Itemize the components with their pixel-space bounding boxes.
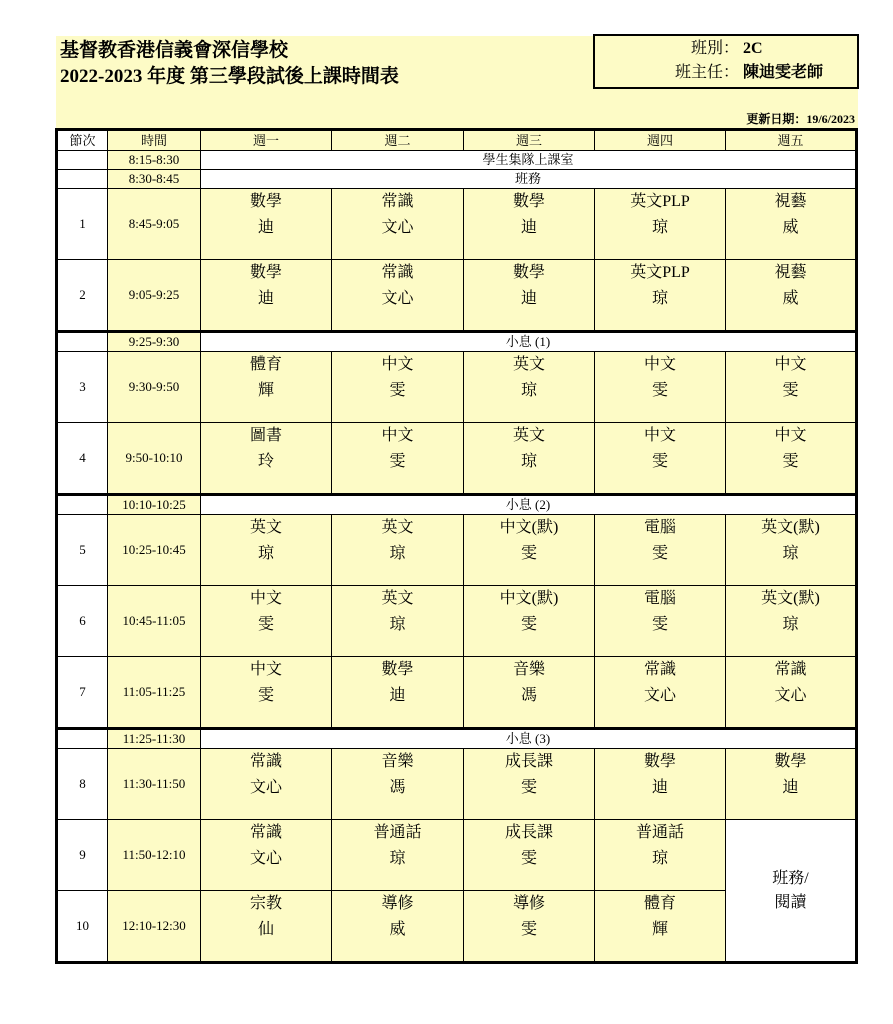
lesson-cell	[464, 423, 595, 495]
subject: 數學	[643, 753, 676, 770]
subject: 普通話	[635, 824, 684, 841]
lesson-row	[57, 515, 857, 586]
lesson-cell	[464, 189, 595, 260]
lesson-cell	[595, 352, 726, 423]
teacher: 雯	[651, 382, 668, 399]
period-number: 5	[57, 515, 108, 586]
lesson-cell	[201, 515, 332, 586]
break-label: 小息 (1)	[201, 332, 857, 352]
header-time: 時間	[108, 130, 201, 151]
teacher: 迪	[651, 779, 668, 796]
lesson-cell	[332, 586, 464, 657]
period-cell	[57, 495, 108, 515]
teacher: 威	[782, 219, 799, 236]
subject: 常識	[381, 193, 414, 210]
lesson-cell	[201, 423, 332, 495]
lesson-cell	[201, 891, 332, 963]
lesson-cell	[201, 352, 332, 423]
period-number: 7	[57, 657, 108, 729]
lesson-row	[57, 260, 857, 332]
teacher-value: 陳迪雯老師	[743, 64, 824, 81]
class-info-box	[593, 34, 859, 89]
teacher: 文心	[249, 850, 282, 867]
class-label: 班別：	[690, 40, 739, 57]
subject: 數學	[381, 661, 414, 678]
friday-class-reading: 班務/ 閱讀	[726, 820, 857, 963]
lesson-cell	[464, 586, 595, 657]
subject: 視藝	[774, 193, 807, 210]
lesson-row	[57, 352, 857, 423]
teacher: 文心	[249, 779, 282, 796]
lesson-cell	[595, 891, 726, 963]
lesson-cell	[726, 423, 857, 495]
teacher: 雯	[520, 616, 537, 633]
header-thu: 週四	[595, 130, 726, 151]
lesson-cell	[726, 352, 857, 423]
teacher: 文心	[774, 687, 807, 704]
header-tue: 週二	[332, 130, 464, 151]
subject: 音樂	[381, 753, 414, 770]
lesson-cell	[595, 820, 726, 891]
subject: 數學	[249, 193, 282, 210]
time-cell: 9:25-9:30	[108, 332, 201, 352]
break-label: 小息 (3)	[201, 729, 857, 749]
lesson-row	[57, 820, 857, 891]
subject: 數學	[774, 753, 807, 770]
teacher: 迪	[782, 779, 799, 796]
header-period: 節次	[57, 130, 108, 151]
time-cell: 8:15-8:30	[108, 151, 201, 170]
period-number: 9	[57, 820, 108, 891]
subject: 數學	[512, 264, 545, 281]
teacher: 玲	[257, 453, 274, 470]
teacher: 輝	[257, 382, 274, 399]
teacher: 迪	[520, 219, 537, 236]
subject: 中文	[381, 356, 414, 373]
lesson-cell	[595, 657, 726, 729]
teacher: 雯	[257, 616, 274, 633]
header-mon: 週一	[201, 130, 332, 151]
time-cell: 11:50-12:10	[108, 820, 201, 891]
break-label: 小息 (2)	[201, 495, 857, 515]
subject: 中文	[249, 661, 282, 678]
subject: 視藝	[774, 264, 807, 281]
teacher: 琼	[520, 453, 537, 470]
break-row	[57, 332, 857, 352]
teacher: 馮	[389, 779, 406, 796]
lesson-cell	[726, 749, 857, 820]
lesson-cell	[201, 189, 332, 260]
subject: 音樂	[512, 661, 545, 678]
time-cell: 9:50-10:10	[108, 423, 201, 495]
lesson-row	[57, 749, 857, 820]
subject: 英文PLP	[630, 193, 690, 210]
period-cell	[57, 151, 108, 170]
lesson-cell	[464, 749, 595, 820]
teacher: 雯	[782, 453, 799, 470]
period-number: 2	[57, 260, 108, 332]
break-row	[57, 151, 857, 170]
subject: 成長課	[504, 824, 553, 841]
teacher: 雯	[520, 850, 537, 867]
teacher: 琼	[782, 545, 799, 562]
subject: 導修	[512, 895, 545, 912]
teacher: 雯	[782, 382, 799, 399]
lesson-cell	[332, 820, 464, 891]
break-label: 學生集隊上課室	[201, 151, 857, 170]
teacher: 文心	[381, 290, 414, 307]
subject: 中文(默)	[499, 590, 559, 607]
time-cell: 10:45-11:05	[108, 586, 201, 657]
timetable	[55, 128, 858, 964]
subject: 中文	[249, 590, 282, 607]
time-cell: 12:10-12:30	[108, 891, 201, 963]
time-cell: 11:25-11:30	[108, 729, 201, 749]
class-row	[595, 38, 857, 60]
teacher: 迪	[520, 290, 537, 307]
teacher: 琼	[782, 616, 799, 633]
lesson-cell	[332, 749, 464, 820]
teacher: 琼	[389, 850, 406, 867]
teacher: 雯	[389, 382, 406, 399]
teacher: 迪	[257, 290, 274, 307]
lesson-row	[57, 189, 857, 260]
time-cell: 9:05-9:25	[108, 260, 201, 332]
subject: 體育	[249, 356, 282, 373]
teacher: 雯	[520, 545, 537, 562]
period-cell	[57, 170, 108, 189]
lesson-cell	[595, 189, 726, 260]
lesson-row	[57, 423, 857, 495]
teacher: 文心	[643, 687, 676, 704]
break-row	[57, 729, 857, 749]
lesson-cell	[201, 820, 332, 891]
teacher: 文心	[381, 219, 414, 236]
subject: 常識	[381, 264, 414, 281]
teacher: 雯	[520, 779, 537, 796]
period-number: 4	[57, 423, 108, 495]
subject: 體育	[643, 895, 676, 912]
lesson-cell	[726, 189, 857, 260]
teacher: 輝	[651, 921, 668, 938]
period-cell	[57, 729, 108, 749]
lesson-cell	[201, 260, 332, 332]
teacher: 迪	[257, 219, 274, 236]
lesson-cell	[464, 657, 595, 729]
subject: 電腦	[643, 519, 676, 536]
subject: 導修	[381, 895, 414, 912]
time-cell: 10:10-10:25	[108, 495, 201, 515]
subject: 成長課	[504, 753, 553, 770]
header-row	[57, 130, 857, 151]
teacher: 雯	[389, 453, 406, 470]
time-cell: 11:05-11:25	[108, 657, 201, 729]
subject: 英文(默)	[761, 590, 820, 607]
lesson-cell	[464, 352, 595, 423]
teacher: 琼	[389, 545, 406, 562]
subject: 宗教	[249, 895, 282, 912]
teacher: 仙	[257, 921, 274, 938]
subject: 中文(默)	[499, 519, 559, 536]
time-cell: 8:30-8:45	[108, 170, 201, 189]
subject: 普通話	[373, 824, 422, 841]
subject: 中文	[774, 356, 807, 373]
subject: 英文	[381, 519, 414, 536]
lesson-cell	[332, 352, 464, 423]
lesson-cell	[464, 820, 595, 891]
teacher: 琼	[651, 290, 668, 307]
teacher: 琼	[651, 219, 668, 236]
timetable-title: 2022-2023 年度 第三學段試後上課時間表	[60, 66, 399, 87]
header-fri: 週五	[726, 130, 857, 151]
lesson-cell	[201, 657, 332, 729]
teacher: 琼	[520, 382, 537, 399]
subject: 常識	[774, 661, 807, 678]
subject: 英文	[512, 427, 545, 444]
teacher-label: 班主任：	[674, 64, 739, 81]
subject: 英文(默)	[761, 519, 820, 536]
period-number: 8	[57, 749, 108, 820]
subject: 英文	[512, 356, 545, 373]
teacher: 琼	[257, 545, 274, 562]
subject: 中文	[643, 356, 676, 373]
lesson-cell	[201, 749, 332, 820]
subject: 常識	[249, 753, 282, 770]
break-row	[57, 495, 857, 515]
subject: 中文	[774, 427, 807, 444]
lesson-cell	[595, 260, 726, 332]
lesson-cell	[726, 260, 857, 332]
break-row	[57, 170, 857, 189]
subject: 英文PLP	[630, 264, 690, 281]
time-cell: 9:30-9:50	[108, 352, 201, 423]
teacher: 迪	[389, 687, 406, 704]
lesson-cell	[332, 423, 464, 495]
header-wed: 週三	[464, 130, 595, 151]
teacher: 威	[782, 290, 799, 307]
lesson-cell	[332, 657, 464, 729]
teacher: 威	[389, 921, 406, 938]
subject: 中文	[643, 427, 676, 444]
period-number: 3	[57, 352, 108, 423]
teacher: 馮	[520, 687, 537, 704]
subject: 數學	[512, 193, 545, 210]
lesson-cell	[726, 586, 857, 657]
subject: 常識	[249, 824, 282, 841]
lesson-cell	[595, 515, 726, 586]
lesson-row	[57, 586, 857, 657]
lesson-cell	[595, 586, 726, 657]
update-date: 更新日期：19/6/2023	[746, 112, 855, 126]
subject: 中文	[381, 427, 414, 444]
lesson-cell	[464, 891, 595, 963]
lesson-cell	[726, 515, 857, 586]
teacher: 雯	[520, 921, 537, 938]
break-label: 班務	[201, 170, 857, 189]
period-number: 6	[57, 586, 108, 657]
subject: 英文	[249, 519, 282, 536]
teacher-row	[595, 62, 857, 84]
subject: 電腦	[643, 590, 676, 607]
period-number: 1	[57, 189, 108, 260]
lesson-cell	[464, 260, 595, 332]
period-cell	[57, 332, 108, 352]
lesson-cell	[595, 423, 726, 495]
period-number: 10	[57, 891, 108, 963]
school-name: 基督教香港信義會深信學校	[60, 40, 289, 61]
lesson-row	[57, 657, 857, 729]
timetable-body	[57, 151, 857, 963]
time-cell: 8:45-9:05	[108, 189, 201, 260]
time-cell: 11:30-11:50	[108, 749, 201, 820]
time-cell: 10:25-10:45	[108, 515, 201, 586]
lesson-cell	[595, 749, 726, 820]
subject: 圖書	[249, 427, 282, 444]
class-value: 2C	[743, 40, 763, 57]
lesson-cell	[332, 891, 464, 963]
subject: 常識	[643, 661, 676, 678]
teacher: 琼	[389, 616, 406, 633]
teacher: 雯	[651, 545, 668, 562]
lesson-cell	[726, 657, 857, 729]
teacher: 雯	[257, 687, 274, 704]
teacher: 琼	[651, 850, 668, 867]
lesson-cell	[332, 189, 464, 260]
lesson-cell	[332, 515, 464, 586]
teacher: 雯	[651, 453, 668, 470]
teacher: 雯	[651, 616, 668, 633]
lesson-cell	[201, 586, 332, 657]
subject: 英文	[381, 590, 414, 607]
lesson-cell	[332, 260, 464, 332]
lesson-cell	[464, 515, 595, 586]
subject: 數學	[249, 264, 282, 281]
